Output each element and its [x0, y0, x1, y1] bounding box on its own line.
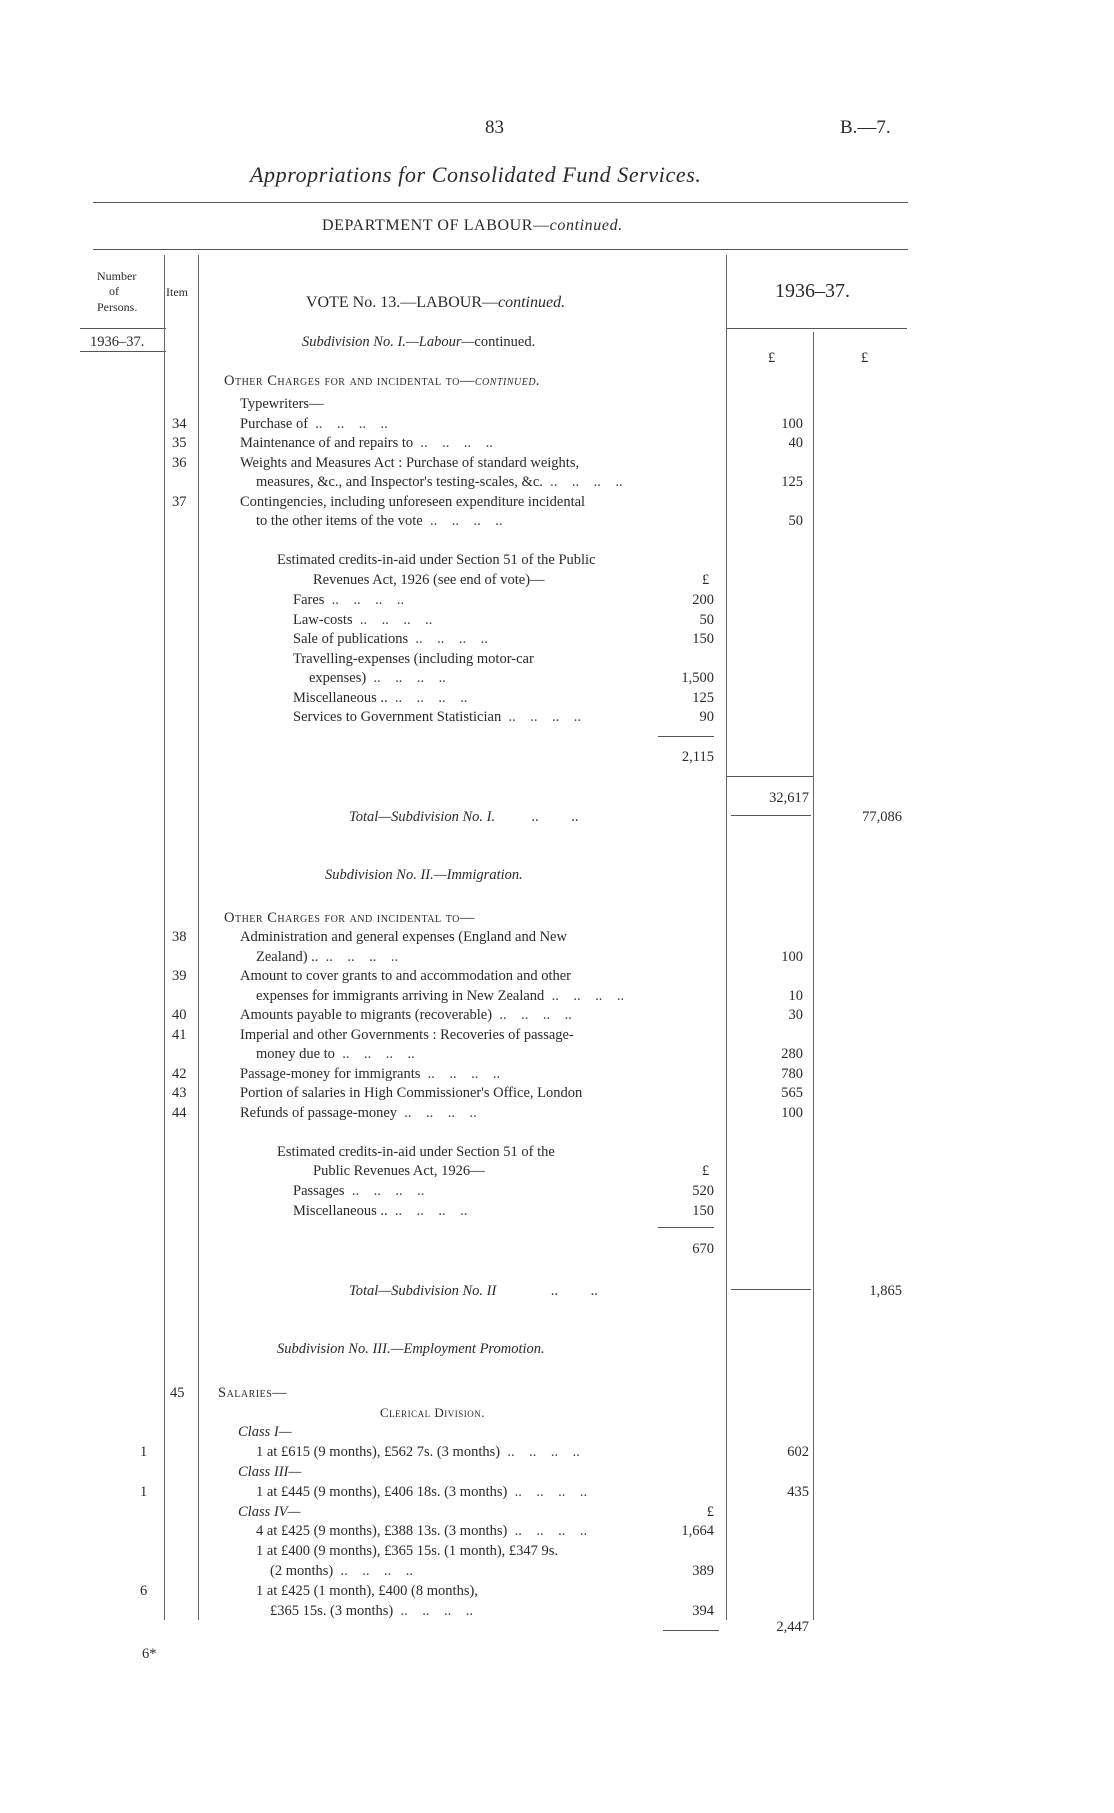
sub3-salaries-heading: Salaries—	[218, 1385, 288, 1401]
leader-dots: .. .. .. ..	[387, 689, 468, 706]
salary-subamount: £	[706, 1504, 714, 1520]
sub2-credits-pound: £	[702, 1163, 710, 1179]
page-number: 83	[485, 117, 504, 138]
sub2-total-label	[349, 1284, 598, 1299]
sub2-total-text: Total—Subdivision No. II	[349, 1283, 497, 1299]
subdivision-1-continued: continued.	[474, 334, 536, 350]
sub1-credits-intro-2: Revenues Act, 1926 (see end of vote)—	[313, 572, 545, 588]
sub2-credits-intro-2: Public Revenues Act, 1926—	[313, 1163, 485, 1179]
item-description: to the other items of the vote .. .. .. ..	[256, 513, 503, 529]
salary-amount: 435	[787, 1484, 809, 1500]
signature-mark: 6*	[142, 1646, 157, 1662]
subdivision-3-heading: Subdivision No. III.—Employment Promotion.	[277, 1341, 545, 1357]
item-description: Passage-money for immigrants .. .. .. ..	[240, 1065, 501, 1082]
sub3-division-heading: Clerical Division.	[380, 1405, 486, 1420]
item-number: 36	[172, 454, 187, 471]
col-of-label: of	[109, 284, 119, 298]
item-amount: 780	[781, 1065, 803, 1082]
class-heading: Class III—	[238, 1464, 302, 1480]
leader-dots: .. .. .. ..	[308, 415, 388, 432]
leader-dots: .. .. .. ..	[393, 1603, 473, 1619]
salary-subamount: 1,664	[681, 1523, 714, 1539]
salary-amount: 602	[787, 1444, 809, 1460]
charges-label: Other Charges for and incidental to—	[224, 373, 475, 389]
credit-amount: 520	[692, 1183, 714, 1199]
leader-dots: .. .. .. ..	[542, 474, 623, 490]
credit-label: Services to Government Statistician .. .. .. ..	[293, 709, 581, 725]
subdivision-2-heading: Subdivision No. II.—Immigration.	[325, 867, 523, 883]
item-number: 37	[172, 493, 187, 510]
leader-dots: .. .. .. ..	[387, 1202, 468, 1219]
item-description: Purchase of .. .. .. ..	[240, 415, 388, 432]
leader-dots: .. .. .. ..	[366, 670, 446, 686]
col-year-left: 1936–37.	[90, 334, 145, 350]
salary-subamount: 389	[692, 1563, 714, 1579]
col-number-label: Number	[97, 269, 137, 283]
item-number: 43	[172, 1085, 187, 1101]
credit-amount: 150	[692, 631, 714, 647]
credit-label: Miscellaneous .. .. .. .. ..	[293, 1202, 468, 1219]
sub3-item-number: 45	[170, 1385, 185, 1401]
class-heading: Class IV—	[238, 1504, 301, 1520]
credit-amount: 90	[699, 709, 714, 725]
leader-dots: .. .. .. ..	[501, 709, 581, 725]
item-number: 35	[172, 435, 187, 451]
pound-label-inner: £	[768, 350, 776, 366]
sub3-class4-rule	[663, 1630, 719, 1631]
credit-label: Passages .. .. .. ..	[293, 1183, 425, 1199]
item-amount: 100	[781, 1104, 803, 1121]
col-year-right: 1936–37.	[775, 280, 850, 302]
leader-dots: .. .. .. ..	[344, 1183, 425, 1199]
salary-line: 4 at £425 (9 months), £388 13s. (3 months) .. .. .. ..	[256, 1523, 588, 1539]
year-rule-left	[80, 328, 166, 329]
item-description: measures, &c., and Inspector's testing-scales, &c. .. .. .. ..	[256, 474, 623, 490]
item-description: Contingencies, including unforeseen expenditure incidental	[240, 493, 586, 510]
item-amount: 125	[781, 474, 803, 490]
leader-dots: .. .. .. ..	[500, 1444, 580, 1460]
leader-dots: .. .. .. ..	[334, 1046, 415, 1062]
item-description: Weights and Measures Act : Purchase of standard weights,	[240, 454, 580, 471]
item-amount: 40	[788, 435, 803, 451]
sub1-credits-rule	[658, 736, 714, 737]
department-heading	[322, 218, 623, 234]
sub1-sum-amount: 32,617	[769, 790, 809, 806]
subdivision-1-heading	[302, 335, 535, 350]
col-persons-label: Persons.	[97, 300, 138, 314]
salary-line: 1 at £445 (9 months), £406 18s. (3 months) .. .. .. ..	[256, 1484, 588, 1500]
item-description: Portion of salaries in High Commissioner's Office, London	[240, 1085, 583, 1101]
persons-count: 1	[140, 1444, 148, 1460]
leader-dots: .. .. .. ..	[318, 948, 399, 965]
year-rule-right	[727, 328, 907, 329]
col-item-label: Item	[166, 285, 188, 299]
salary-line: 1 at £615 (9 months), £562 7s. (3 months) .. .. .. ..	[256, 1444, 580, 1460]
leader-dots: .. .. .. ..	[333, 1563, 413, 1579]
department-name: DEPARTMENT OF LABOUR—	[322, 217, 550, 234]
leader-dots: .. .. .. ..	[544, 987, 625, 1004]
vote-title-text: VOTE No. 13.—LABOUR—	[306, 294, 498, 311]
item-number: 39	[172, 968, 187, 984]
leader-dots: .. .. .. ..	[507, 1523, 588, 1539]
item-description: Maintenance of and repairs to .. .. .. ..	[240, 435, 493, 451]
col-divider-item	[198, 255, 199, 1620]
item-amount: 30	[788, 1007, 803, 1023]
salary-line: (2 months) .. .. .. ..	[270, 1563, 413, 1579]
sub1-total-dots: .. ..	[495, 809, 579, 825]
leader-dots: .. .. .. ..	[397, 1104, 477, 1121]
item-description: money due to .. .. .. ..	[256, 1046, 415, 1062]
leader-dots: .. .. .. ..	[492, 1007, 572, 1023]
sub1-total-text: Total—Subdivision No. I.	[349, 809, 496, 825]
item-number: 38	[172, 929, 187, 945]
sub2-sum-rule	[731, 1289, 811, 1290]
item-amount: 100	[781, 948, 803, 965]
leader-dots: .. .. .. ..	[420, 1065, 501, 1082]
credit-amount: 1,500	[681, 670, 714, 686]
sub1-total-label	[349, 810, 578, 825]
item-description: Zealand) .. .. .. .. ..	[256, 948, 399, 965]
item-description: Administration and general expenses (England and New	[240, 929, 567, 945]
item-number: 34	[172, 415, 187, 432]
sub1-credits-intro-1: Estimated credits-in-aid under Section 51 of the Public	[277, 552, 596, 568]
persons-count: 1	[140, 1484, 148, 1500]
salary-line: £365 15s. (3 months) .. .. .. ..	[270, 1603, 473, 1619]
sub1-credits-pound: £	[702, 572, 710, 588]
credit-label: Fares .. .. .. ..	[293, 592, 405, 608]
subdivision-1-charges-heading	[224, 374, 540, 389]
subdivision-2-charges-heading: Other Charges for and incidental to—	[224, 910, 475, 926]
credit-amount: 125	[692, 689, 714, 706]
sub2-credits-rule	[658, 1227, 714, 1228]
item-description: Refunds of passage-money .. .. .. ..	[240, 1104, 477, 1121]
salary-line: 1 at £425 (1 month), £400 (8 months),	[256, 1583, 478, 1599]
leader-dots: .. .. .. ..	[324, 592, 405, 608]
item-number: 40	[172, 1007, 187, 1023]
leader-dots: .. .. .. ..	[507, 1484, 588, 1500]
leader-dots: .. .. .. ..	[352, 611, 433, 628]
credit-label: Travelling-expenses (including motor-car	[293, 650, 534, 667]
item-amount: 565	[781, 1085, 803, 1101]
item-amount: 100	[781, 415, 803, 432]
item-description: Imperial and other Governments : Recoveries of passage-	[240, 1026, 574, 1043]
pound-label-outer: £	[861, 350, 869, 366]
item-description: Amount to cover grants to and accommodation and other	[240, 968, 571, 984]
credit-label: Law-costs .. .. .. ..	[293, 611, 433, 628]
item-description: Amounts payable to migrants (recoverable) .. .. .. ..	[240, 1007, 572, 1023]
sub2-total-dots: .. ..	[496, 1283, 598, 1299]
salary-line: 1 at £400 (9 months), £365 15s. (1 month), £347 9s.	[256, 1543, 559, 1559]
title-rule	[93, 202, 908, 203]
credit-label: Miscellaneous .. .. .. .. ..	[293, 689, 468, 706]
leader-dots: .. .. .. ..	[408, 631, 488, 647]
item-description: Typewriters—	[240, 396, 324, 412]
sub1-credits-total: 2,115	[681, 749, 714, 765]
department-continued: continued.	[549, 217, 623, 234]
item-number: 44	[172, 1104, 187, 1121]
item-number: 42	[172, 1065, 187, 1082]
sub1-total-amount: 77,086	[862, 809, 902, 825]
document-reference: B.—7.	[840, 117, 891, 138]
sub2-total-amount: 1,865	[869, 1283, 902, 1299]
persons-count: 6	[140, 1583, 148, 1599]
vote-title	[306, 295, 565, 311]
credit-label: expenses) .. .. .. ..	[309, 670, 446, 686]
credit-amount: 50	[699, 611, 714, 628]
col-divider-persons	[164, 255, 165, 1620]
leader-dots: .. .. .. ..	[422, 513, 503, 529]
year-rule-left-bottom	[80, 351, 166, 352]
vote-title-continued: continued.	[498, 294, 566, 311]
charges-continued: continued.	[474, 373, 541, 389]
leader-dots: .. .. .. ..	[413, 435, 493, 451]
sub2-credits-total: 670	[692, 1241, 714, 1257]
credit-label: Sale of publications .. .. .. ..	[293, 631, 488, 647]
credit-amount: 150	[692, 1202, 714, 1219]
sub2-credits-intro-1: Estimated credits-in-aid under Section 51 of the	[277, 1144, 555, 1160]
credit-amount: 200	[692, 592, 714, 608]
salary-subamount: 394	[692, 1603, 714, 1619]
sub3-class4-total: 2,447	[776, 1619, 809, 1635]
sub1-sum-rule	[731, 815, 811, 816]
class-heading: Class I—	[238, 1424, 292, 1440]
item-number: 41	[172, 1026, 187, 1043]
item-description: expenses for immigrants arriving in New Zealand .. .. .. ..	[256, 987, 625, 1004]
col-divider-amounts	[726, 255, 727, 1620]
page-title: Appropriations for Consolidated Fund Services.	[250, 162, 702, 187]
col-divider-totals	[813, 332, 814, 1620]
item-amount: 10	[788, 987, 803, 1004]
sub1-amount-rule	[727, 776, 813, 777]
item-amount: 50	[788, 513, 803, 529]
subdivision-1-title: Subdivision No. I.—Labour—	[302, 334, 475, 350]
department-rule	[93, 249, 908, 250]
item-amount: 280	[781, 1046, 803, 1062]
